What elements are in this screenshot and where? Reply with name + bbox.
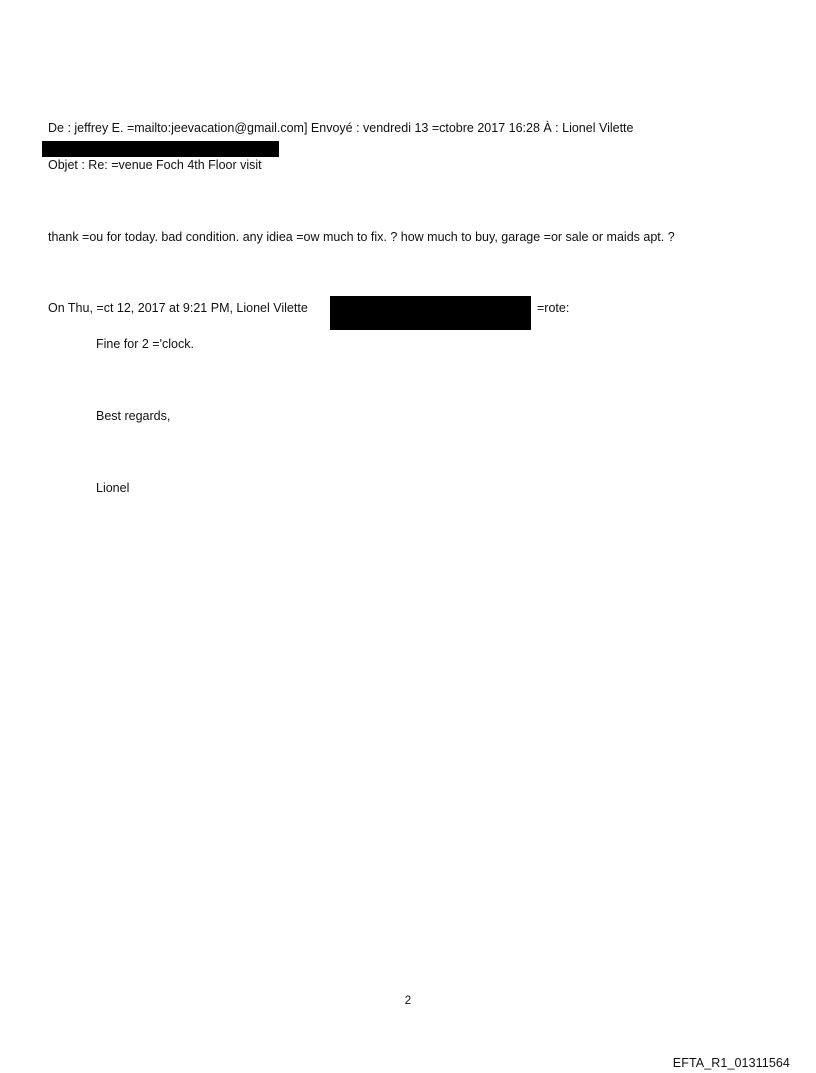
- quoted-attribution-prefix: On Thu, =ct 12, 2017 at 9:21 PM, Lionel Vilette: [48, 301, 308, 315]
- email-body-text: thank =ou for today. bad condition. any idiea =ow much to fix. ? how much to buy, garage =or sale or maids apt. ?: [48, 230, 675, 244]
- quoted-attribution-suffix: =rote:: [537, 301, 570, 315]
- document-id: EFTA_R1_01311564: [672, 1056, 790, 1070]
- redaction-block-email: [330, 296, 531, 330]
- page-number: 2: [404, 995, 412, 1007]
- email-from-line: De : jeffrey E. =mailto:jeevacation@gmail.com] Envoyé : vendredi 13 =ctobre 2017 16:28 À : Lionel Vilette: [48, 121, 634, 135]
- quoted-line-time: Fine for 2 ='clock.: [96, 337, 194, 351]
- email-subject-line: Objet : Re: =venue Foch 4th Floor visit: [48, 158, 262, 172]
- quoted-line-signature: Lionel: [96, 481, 130, 495]
- redaction-block-recipient: [42, 141, 279, 157]
- quoted-line-regards: Best regards,: [96, 409, 171, 423]
